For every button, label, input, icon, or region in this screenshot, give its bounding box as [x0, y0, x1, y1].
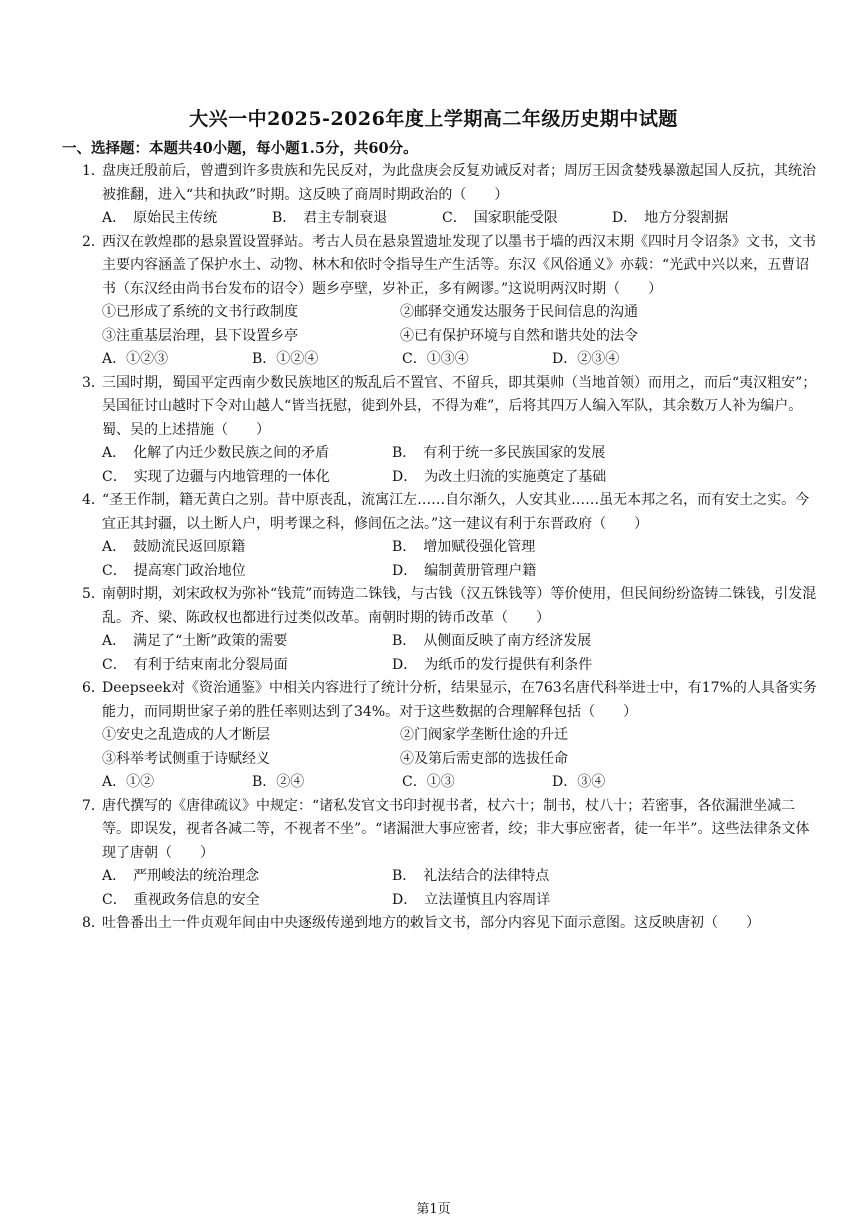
question-stem: 2．西汉在敦煌郡的悬泉置设置驿站。考古人员在悬泉置遗址发现了以墨书于墙的西汉末期《四时月令诏条》文书，文书主要内容涵盖了保护水土、动物、林木和依时令指导生产生活等。东汉《风俗通义》亦载：“光武中兴以来，五曹诏书（东汉经由尚书台发布的诏令）题乡亭壁，岁补正，多有阙谬。”这说明两汉时期（ ） — [62, 231, 822, 302]
statement-1: ①已形成了系统的文书行政制度 — [102, 304, 298, 320]
option-d[interactable]: D．③④ — [552, 774, 606, 790]
question-stem: 4．“圣王作制，籍无黄白之别。昔中原丧乱，流寓江左……自尔渐久，人安其业……虽无本邦之名，而有安土之实。今宜正其封疆，以土断人户，明考课之科，修闾伍之法。”这一建议有利于东晋政府（ ） — [62, 489, 822, 536]
question-stem: 5．南朝时期，刘宋政权为弥补“钱荒”而铸造二铢钱，与古钱（汉五铢钱等）等价使用，但民间纷纷盗铸二铢钱，引发混乱。齐、梁、陈政权也都进行过类似改革。南朝时期的铸币改革（ ） — [62, 583, 822, 630]
option-d[interactable]: D． 为纸币的发行提供有利条件 — [392, 656, 593, 673]
statements — [62, 301, 822, 348]
option-b[interactable]: B．②④ — [252, 774, 305, 790]
option-a[interactable]: A． 化解了内迁少数民族之间的矛盾 — [102, 445, 330, 461]
option-d[interactable]: D． 地方分裂割据 — [612, 210, 729, 226]
statement-2: ②邮驿交通发达服务于民间信息的沟通 — [400, 304, 638, 320]
question-stem: 1．盘庚迁殷前后，曾遭到许多贵族和先民反对，为此盘庚会反复劝诫反对者；周厉王因贪婪残暴激起国人反抗，其统治被推翻，进入“共和执政”时期。这反映了商周时期政治的（ ） — [62, 160, 822, 207]
question-7 — [62, 795, 822, 913]
option-a[interactable]: A． 满足了“土断”政策的需要 — [102, 633, 288, 649]
options — [62, 771, 822, 795]
option-a[interactable]: A．①②③ — [102, 351, 169, 367]
option-a[interactable]: A． 鼓励流民返回原籍 — [102, 539, 246, 555]
question-number: 1． — [82, 163, 105, 179]
question-number: 4． — [82, 492, 105, 508]
question-stem: 8．吐鲁番出土一件贞观年间由中央逐级传递到地方的敕旨文书，部分内容见下面示意图。这反映唐初（ ） — [62, 912, 822, 936]
options — [62, 348, 822, 372]
question-8 — [62, 912, 822, 936]
options — [62, 536, 822, 583]
option-c[interactable]: C． 国家职能受限 — [442, 210, 558, 226]
option-d[interactable]: D．②③④ — [552, 351, 620, 367]
statement-2: ②门阀家学垄断仕途的升迁 — [400, 727, 568, 743]
question-6 — [62, 677, 822, 795]
option-b[interactable]: B． 礼法结合的法律特点 — [392, 868, 550, 884]
option-c[interactable]: C． 提高寒门政治地位 — [102, 562, 246, 579]
question-stem: 7．唐代撰写的《唐律疏议》中规定：“诸私发官文书印封视书者，杖六十；制书，杖八十；若密事，各依漏泄坐减二等。即误发，视者各减二等，不视者不坐”。“诸漏泄大事应密者，绞；非大事应密者，徒一年半”。这些法律条文体现了唐朝（ ） — [62, 795, 822, 866]
option-c[interactable]: C． 重视政务信息的安全 — [102, 891, 260, 908]
option-a[interactable]: A． 原始民主传统 — [102, 210, 218, 226]
statement-4: ④已有保护环境与自然和谐共处的法令 — [400, 327, 638, 344]
question-number: 2． — [82, 233, 105, 250]
statement-3: ③科举考试侧重于诗赋经义 — [102, 750, 270, 767]
question-list — [62, 138, 822, 936]
section-heading: 一、选择题：本题共40小题，每小题1.5分，共60分。 — [62, 140, 418, 157]
option-a[interactable]: A．①② — [102, 774, 155, 790]
option-d[interactable]: D． 为改土归流的实施奠定了基础 — [392, 468, 607, 485]
statement-1: ①安史之乱造成的人才断层 — [102, 727, 270, 743]
question-number: 7． — [82, 797, 105, 814]
question-stem: 3．三国时期，蜀国平定西南少数民族地区的叛乱后不置官、不留兵，即其渠帅（当地首领）而用之，而后“夷汉粗安”；吴国征讨山越时下令对山越人“皆当抚慰，徙到外县，不得为难”，后将其四万人编入军队，其余数万人补为编户。蜀、吴的上述措施（ ） — [62, 372, 822, 443]
statement-4: ④及第后需吏部的选拔任命 — [400, 750, 568, 767]
option-b[interactable]: B． 从侧面反映了南方经济发展 — [392, 633, 592, 649]
option-c[interactable]: C． 有利于结束南北分裂局面 — [102, 656, 288, 673]
statements — [62, 724, 822, 771]
question-stem: 6．Deepseek对《资治通鉴》中相关内容进行了统计分析，结果显示，在763名唐代科举进士中，有17%的人具备实务能力，而同期世家子弟的胜任率则达到了34%。对于这些数据的合理解释包括（ ） — [62, 677, 822, 724]
question-number: 8． — [82, 915, 105, 931]
options — [62, 442, 822, 489]
question-5 — [62, 583, 822, 677]
options — [62, 630, 822, 677]
question-number: 6． — [82, 680, 105, 696]
options — [62, 207, 822, 231]
option-d[interactable]: D． 编制黄册管理户籍 — [392, 562, 537, 579]
question-number: 5． — [82, 586, 105, 602]
option-b[interactable]: B．①②④ — [252, 351, 319, 367]
question-4 — [62, 489, 822, 583]
option-c[interactable]: C． 实现了边疆与内地管理的一体化 — [102, 468, 330, 485]
option-b[interactable]: B． 君主专制衰退 — [272, 210, 388, 226]
question-number: 3． — [82, 374, 105, 391]
option-c[interactable]: C．①③④ — [402, 351, 469, 367]
option-d[interactable]: D． 立法谨慎且内容周详 — [392, 891, 551, 908]
question-2 — [62, 231, 822, 372]
question-3 — [62, 372, 822, 490]
page-number: 第1页 — [416, 1202, 451, 1217]
options — [62, 865, 822, 912]
question-1 — [62, 160, 822, 231]
option-c[interactable]: C．①③ — [402, 774, 455, 790]
statement-3: ③注重基层治理，县下设置乡亭 — [102, 327, 298, 344]
option-b[interactable]: B． 有利于统一多民族国家的发展 — [392, 445, 606, 461]
option-a[interactable]: A． 严刑峻法的统治理念 — [102, 868, 260, 884]
page-title: 大兴一中2025-2026年度上学期高二年级历史期中试题 — [189, 108, 678, 130]
option-b[interactable]: B． 增加赋役强化管理 — [392, 539, 536, 555]
